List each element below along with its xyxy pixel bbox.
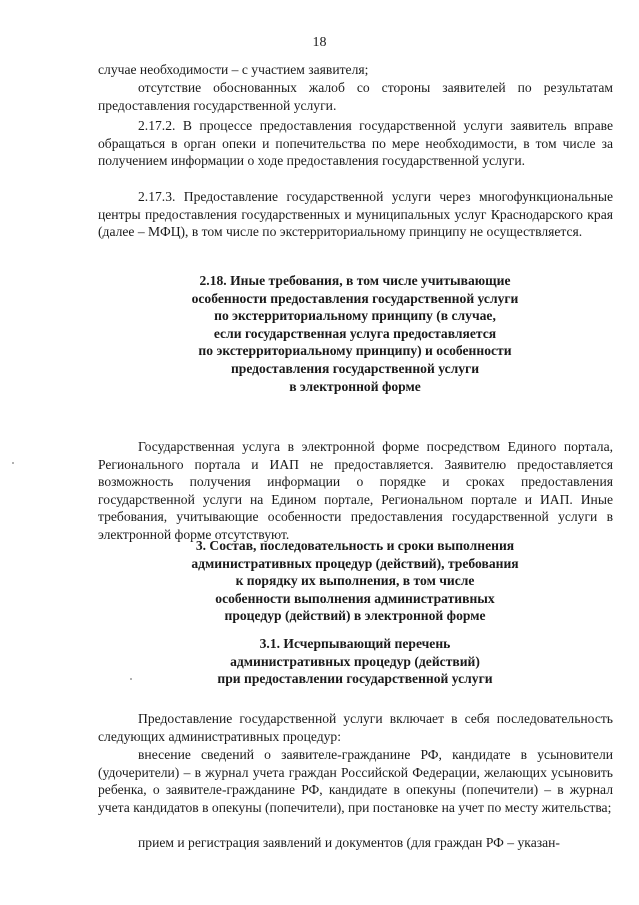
heading-line: к порядку их выполнения, в том числе (235, 573, 475, 589)
paragraph-procedures-intro: Предоставление государственной услуги включает в себя последовательность следующих административных процедур: (98, 711, 613, 744)
paragraph-registration: внесение сведений о заявителе-гражданине РФ, кандидате в усыновители (удочерители) – в журнал учета граждан Российской Федерации, желающих усыновить ребенка, о заявителе-гражданине РФ, кандидате в опекуны (попечители) – в журнал учета кандидатов в опекуны (попечители), при постановке на учет по месту жительства; (98, 747, 613, 815)
paragraph-cont: случае необходимости – с участием заявителя; (98, 62, 369, 77)
heading-line: если государственная услуга предоставляется (213, 325, 497, 341)
heading-line: административных процедур (действий) (230, 653, 480, 669)
heading-line: процедур (действий) в электронной форме (224, 608, 486, 624)
scan-speck (130, 678, 132, 680)
heading-line: 3.1. Исчерпывающий перечень (259, 636, 451, 651)
heading-line: по экстерриториальному принципу (в случае, (214, 308, 496, 324)
heading-line: по экстерриториальному принципу) и особенности (198, 343, 512, 359)
paragraph-2-17-2: 2.17.2. В процессе предоставления государственной услуги заявитель вправе обращаться в орган опеки и попечительства по мере необходимости, в том числе за получением информации о ходе предоставления государственной услуги. (98, 118, 613, 169)
heading-line: 2.18. Иные требования, в том числе учитывающие (199, 273, 511, 288)
heading-3 (90, 537, 620, 625)
page-number: 18 (312, 35, 327, 50)
heading-line: при предоставлении государственной услуги (217, 671, 493, 687)
scan-speck (12, 462, 14, 464)
heading-3-1 (90, 635, 620, 688)
paragraph-2-17-3: 2.17.3. Предоставление государственной услуги через многофункциональные центры предоставления государственных и муниципальных услуг Краснодарского края (далее – МФЦ), в том числе по экстерриториальному принципу не осуществляется. (98, 189, 613, 240)
heading-line: предоставления государственной услуги (230, 360, 480, 376)
paragraph-reception: прием и регистрация заявлений и документов (для граждан РФ – указан- (138, 835, 560, 850)
paragraph-electronic-form: Государственная услуга в электронной форме посредством Единого портала, Регионального портала и ИАП не предоставляется. Заявителю предоставляется возможность получения информации о порядке и сроках предоставления государственной услуги на Едином портале, Региональном портале и ИАП. Иные требования, учитывающие особенности предоставления государственной услуги в электронной форме отсутствуют. (98, 439, 613, 542)
heading-line: в электронной форме (289, 378, 421, 394)
heading-line: 3. Состав, последовательность и сроки выполнения (195, 538, 515, 553)
heading-2-18 (90, 272, 620, 395)
heading-line: административных процедур (действий), требования (191, 555, 519, 571)
paragraph-no-complaints: отсутствие обоснованных жалоб со стороны заявителей по результатам предоставления государственной услуги. (98, 80, 613, 113)
heading-line: особенности предоставления государственной услуги (191, 290, 519, 306)
heading-line: особенности выполнения административных (215, 590, 495, 606)
